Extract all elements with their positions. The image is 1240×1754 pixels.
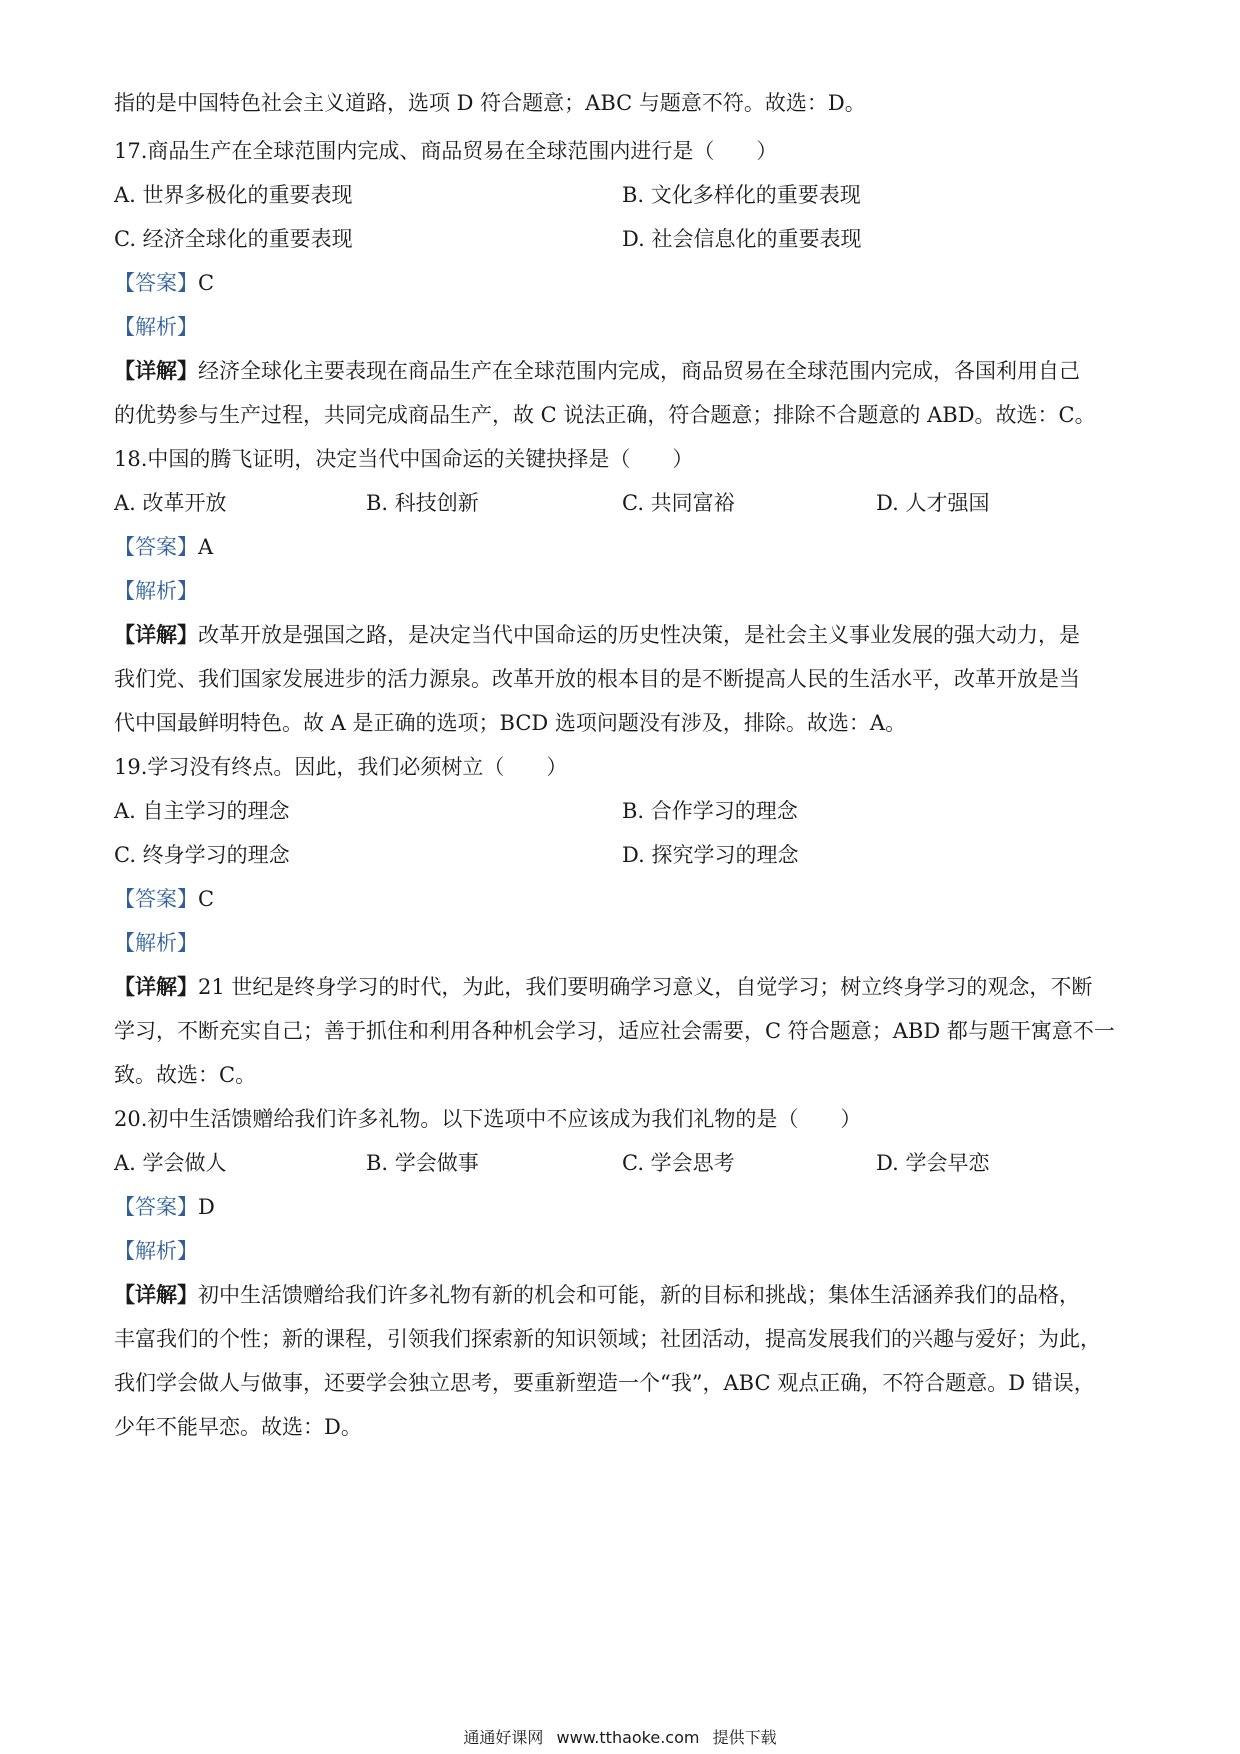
q20-analysis: [114, 1236, 1134, 1266]
q19-detail-line-3: 致。故选：C。: [114, 1063, 257, 1087]
q17-option-d: D. 社会信息化的重要表现: [622, 227, 862, 251]
q18-detail-text-1: 改革开放是强国之路，是决定当代中国命运的历史性决策，是社会主义事业发展的强大动力，是: [198, 623, 1080, 647]
footer-url[interactable]: www.tthaoke.com: [556, 1728, 700, 1747]
intro-line: 指的是中国特色社会主义道路，选项 D 符合题意；ABC 与题意不符。故选：D。: [114, 91, 866, 115]
detail-label: 【详解】: [114, 1282, 198, 1307]
q20-detail-line-1: [114, 1280, 1134, 1310]
q20-answer: [114, 1192, 1134, 1222]
q18-answer: [114, 532, 1134, 562]
q19-detail-line-1: [114, 972, 1134, 1002]
q19-answer: [114, 884, 1134, 914]
q17-answer: [114, 268, 1134, 298]
q19-detail-text-1: 21 世纪是终身学习的时代，为此，我们要明确学习意义，自觉学习；树立终身学习的观念，不断: [198, 975, 1093, 999]
question-17-stem: 17.商品生产在全球范围内完成、商品贸易在全球范围内进行是（ ）: [114, 139, 778, 163]
q20-option-c: C. 学会思考: [622, 1151, 735, 1175]
page-footer: [0, 1728, 1240, 1748]
q19-answer-value: C: [198, 887, 215, 911]
q20-detail-line-3: 我们学会做人与做事，还要学会独立思考，要重新塑造一个“我”，ABC 观点正确，不符合题意。D 错误，: [114, 1371, 1095, 1395]
q17-option-c: C. 经济全球化的重要表现: [114, 227, 353, 251]
q20-option-b: B. 学会做事: [366, 1151, 479, 1175]
q17-analysis: [114, 312, 1134, 342]
q17-detail-text-1: 经济全球化主要表现在商品生产在全球范围内完成，商品贸易在全球范围内完成，各国利用自己: [198, 359, 1080, 383]
q17-detail-line-2: 的优势参与生产过程，共同完成商品生产，故 C 说法正确，符合题意；排除不合题意的 ABD。故选：C。: [114, 403, 1096, 427]
q18-option-c: C. 共同富裕: [622, 491, 735, 515]
footer-suffix: 提供下载: [712, 1728, 777, 1747]
q18-answer-value: A: [198, 535, 214, 559]
q19-option-d: D. 探究学习的理念: [622, 843, 799, 867]
q18-detail-line-3: 代中国最鲜明特色。故 A 是正确的选项；BCD 选项问题没有涉及，排除。故选：A。: [114, 711, 907, 735]
q20-answer-value: D: [198, 1195, 215, 1219]
q17-answer-value: C: [198, 271, 215, 295]
analysis-label: 【解析】: [114, 1239, 198, 1263]
q19-detail-line-2: 学习，不断充实自己；善于抓住和利用各种机会学习，适应社会需要，C 符合题意；ABD 都与题干寓意不一: [114, 1019, 1115, 1043]
q20-option-d: D. 学会早恋: [876, 1151, 990, 1175]
q18-option-d: D. 人才强国: [876, 491, 990, 515]
q19-option-c: C. 终身学习的理念: [114, 843, 290, 867]
analysis-label: 【解析】: [114, 931, 198, 955]
question-18-stem: 18.中国的腾飞证明，决定当代中国命运的关键抉择是（ ）: [114, 447, 694, 471]
detail-label: 【详解】: [114, 974, 198, 999]
q20-option-a: A. 学会做人: [114, 1151, 227, 1175]
q17-option-b: B. 文化多样化的重要表现: [622, 183, 861, 207]
q19-option-b: B. 合作学习的理念: [622, 799, 798, 823]
answer-label: 【答案】: [114, 271, 198, 295]
q20-detail-line-4: 少年不能早恋。故选：D。: [114, 1415, 362, 1439]
analysis-label: 【解析】: [114, 315, 198, 339]
analysis-label: 【解析】: [114, 579, 198, 603]
detail-label: 【详解】: [114, 358, 198, 383]
q18-option-b: B. 科技创新: [366, 491, 479, 515]
q19-analysis: [114, 928, 1134, 958]
answer-label: 【答案】: [114, 1195, 198, 1219]
q20-detail-text-1: 初中生活馈赠给我们许多礼物有新的机会和可能，新的目标和挑战；集体生活涵养我们的品格，: [198, 1283, 1080, 1307]
question-20-stem: 20.初中生活馈赠给我们许多礼物。以下选项中不应该成为我们礼物的是（ ）: [114, 1107, 862, 1131]
q20-detail-line-2: 丰富我们的个性；新的课程，引领我们探索新的知识领域；社团活动，提高发展我们的兴趣与爱好；为此，: [114, 1327, 1101, 1351]
footer-site-name: 通通好课网: [463, 1728, 544, 1747]
q17-option-a: A. 世界多极化的重要表现: [114, 183, 353, 207]
question-19-stem: 19.学习没有终点。因此，我们必须树立（ ）: [114, 755, 568, 779]
q18-detail-line-2: 我们党、我们国家发展进步的活力源泉。改革开放的根本目的是不断提高人民的生活水平，改革开放是当: [114, 667, 1080, 691]
q18-analysis: [114, 576, 1134, 606]
detail-label: 【详解】: [114, 622, 198, 647]
answer-label: 【答案】: [114, 887, 198, 911]
q17-detail-line-1: [114, 356, 1134, 386]
q19-option-a: A. 自主学习的理念: [114, 799, 290, 823]
q18-option-a: A. 改革开放: [114, 491, 227, 515]
q18-detail-line-1: [114, 620, 1134, 650]
answer-label: 【答案】: [114, 535, 198, 559]
